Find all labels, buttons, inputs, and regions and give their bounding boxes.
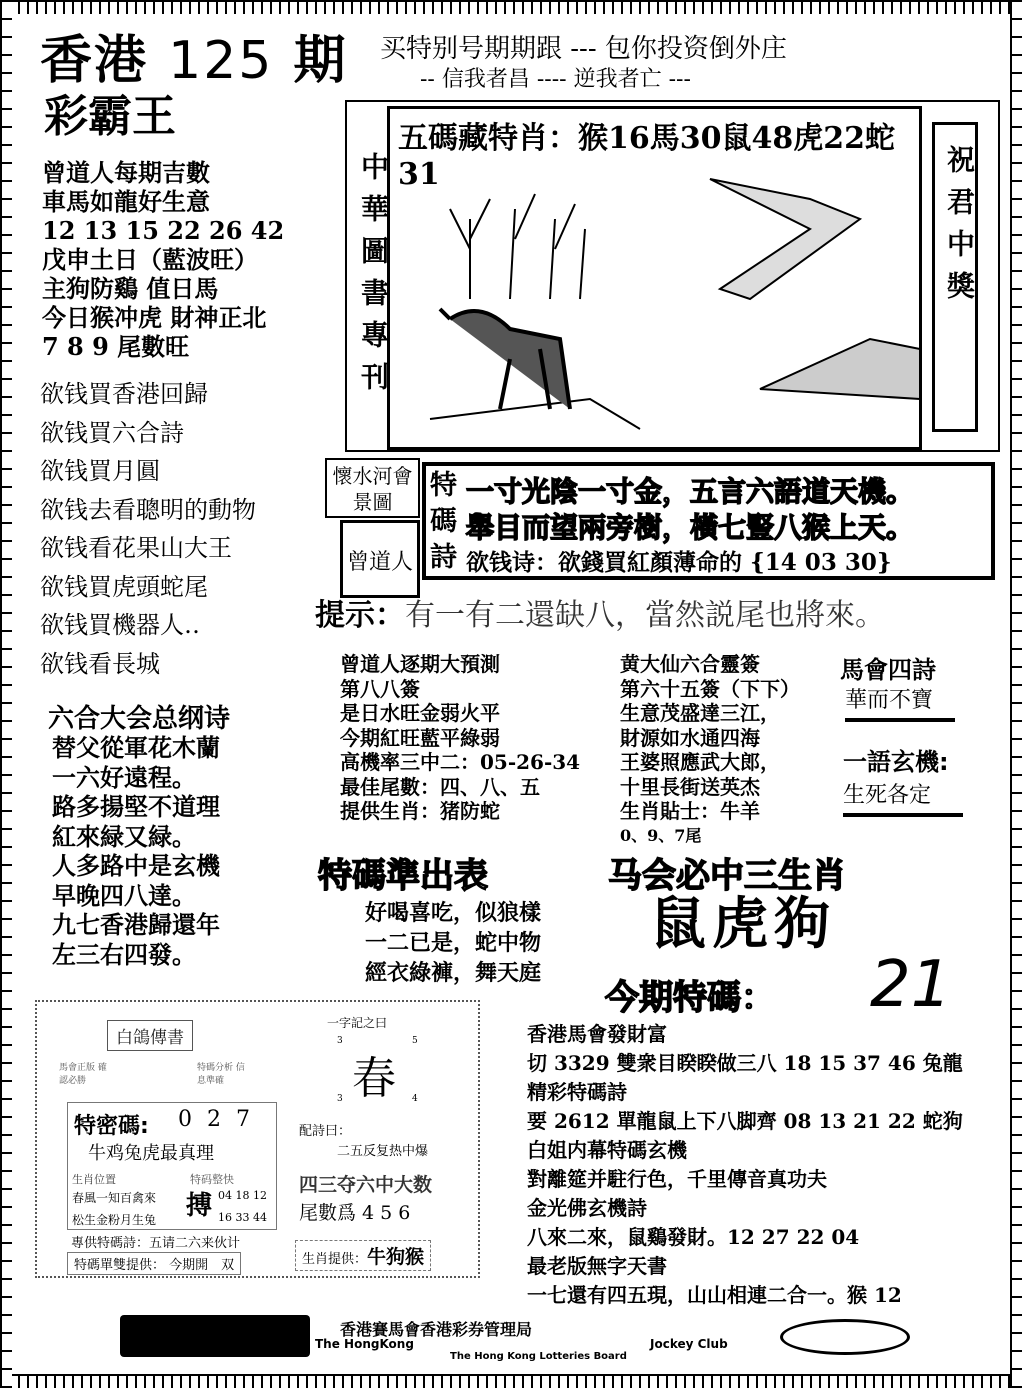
- match-label: 配詩曰：: [299, 1124, 352, 1139]
- right-label: 祝君中獎: [943, 145, 976, 313]
- footer-logo-bar: [120, 1315, 920, 1365]
- bottom-border: [0, 1374, 1022, 1388]
- corner-num: 5: [412, 1036, 418, 1046]
- footer-en3: The Hong Kong Lotteries Board: [450, 1351, 627, 1362]
- general-poem-title: 六合大会总纲诗: [48, 704, 231, 734]
- donkey-illustration: [390, 159, 920, 449]
- right-text-block: 香港馬會發財富 切 3329 雙衆目睽睽做三八 18 15 37 46 兔龍 精彩特碼詩 要 2612 單龍鼠上下八脚齊 08 13 21 22 蛇狗 白姐内幕特碼玄機 對離筵并駐行色，千里傳音真功夫 金光佛玄機詩 八來二來，鼠鷄發財。12 27 22 04 最老版無字天書 一七還有四五現，山山相連二合一。猴 12: [527, 1022, 963, 1307]
- seal-top: 懷水河會景圖: [325, 458, 420, 518]
- code-label: 特密碼:: [74, 1114, 149, 1139]
- footer-en1: The HongKong: [315, 1337, 414, 1351]
- footer-org: 香港賽馬會香港彩券管理局: [340, 1320, 533, 1339]
- oracle: 生死各定: [843, 778, 963, 817]
- corner-num: 3: [337, 1036, 343, 1046]
- table-lines: 好喝喜吃，似狼樣 一二已是，蛇中物 經衣綠褲，舞天庭: [365, 900, 542, 986]
- odd-even: 特碼單雙提供： 今期開 双: [67, 1252, 241, 1275]
- picture-box: [345, 100, 1000, 452]
- special-poem-line1: 一寸光陰一寸金，五言六語道天機。: [466, 475, 915, 508]
- lotteries-logo: [780, 1319, 910, 1355]
- wong-tai-sin: 黄大仙六合靈簽 第六十五簽（下下） 生意茂盛達三江， 財源如水通四海 王婆照應武大郎， 十里長街送英杰 生肖貼士：牛羊 0、9、7尾: [620, 652, 800, 845]
- seal-bottom: 曾道人: [340, 520, 420, 598]
- hint: 提示：有一有二還缺八，當然説尾也將來。: [315, 598, 885, 633]
- table-title: 特碼準出表: [318, 856, 488, 896]
- hit-char: 搏: [186, 1191, 213, 1221]
- zodiac-box: 生肖提供：牛狗猴: [295, 1240, 431, 1271]
- hit-label: 特码整快: [190, 1173, 234, 1186]
- pos-1: 春風一知百禽來: [72, 1191, 157, 1205]
- left-border: [0, 0, 12, 1388]
- code-line: 牛鸡兔虎最真理: [88, 1143, 214, 1164]
- word: 春: [352, 1053, 396, 1104]
- nums-1: 04 18 12: [218, 1189, 267, 1202]
- three-zodiac: 鼠虎狗: [650, 892, 836, 957]
- big-number-line: 四三夺六中大数: [299, 1174, 433, 1196]
- pigeon-title: 白鴿傳書: [107, 1020, 193, 1051]
- five-zodiac-title: 五碼藏特肖：猴16馬30鼠48虎22蛇31: [398, 121, 895, 192]
- top-border: [0, 0, 1022, 14]
- daily-numbers: 曾道人每期吉數 車馬如龍好生意 12 13 15 22 26 42 戊申土日（藍波旺） 主狗防鷄 值日馬 今日猴冲虎 財神正北 7 8 9 尾數旺: [42, 158, 285, 361]
- slogan-1: 买特别号期期跟 --- 包你投资倒外庄: [380, 34, 787, 64]
- want-money-list: 欲钱買香港回歸 欲钱買六合詩 欲钱買月圓 欲钱去看聰明的動物 欲钱看花果山大王 欲钱買虎頭蛇尾 欲钱買機器人‥ 欲钱看長城: [40, 380, 256, 678]
- pigeon-box: [35, 1000, 480, 1278]
- corner-num: 4: [412, 1094, 418, 1104]
- horse-poem-title: 馬會四詩: [840, 656, 936, 684]
- left-label: 中華圖書專刊: [357, 152, 390, 404]
- pos-label: 生肖位置: [72, 1173, 116, 1186]
- special-poem-line3: 欲钱诗：欲錢買紅顏薄命的 {14 03 30}: [466, 549, 892, 576]
- code: 0 2 7: [178, 1107, 254, 1132]
- illustration-frame: [387, 106, 922, 450]
- special-poem-labels: 特 碼 詩: [430, 470, 457, 573]
- brand: 彩霸王: [44, 91, 176, 142]
- pos-2: 松生金粉月生兔: [72, 1213, 157, 1227]
- note-left: 馬會正版 確認必勝: [59, 1063, 107, 1086]
- right-label-box: [932, 122, 978, 432]
- special-poem-box: [422, 462, 995, 580]
- nums-2: 16 33 44: [218, 1211, 267, 1224]
- code-box: [67, 1102, 277, 1230]
- tail-numbers: 尾數爲 4 5 6: [299, 1202, 411, 1224]
- right-border: [1010, 0, 1022, 1388]
- oracle-title: 一語玄機:: [843, 748, 949, 776]
- slogan-2: -- 信我者昌 ---- 逆我者亡 ---: [420, 67, 691, 92]
- note-right: 特碼分析 信息準確: [197, 1063, 245, 1086]
- horse-poem: 華而不寶: [845, 683, 955, 722]
- zeng-prediction: 曾道人逐期大預測 第八八簽 是日水旺金弱火平 今期紅旺藍平綠弱 高機率三中二：05-26-34 最佳尾數：四、八、五 提供生肖：猪防蛇: [340, 652, 581, 823]
- match: 二五反复热中爆: [337, 1144, 429, 1159]
- special-label: 今期特碼：: [605, 978, 775, 1018]
- issue-title: 香港 125 期: [40, 31, 348, 91]
- corner-num: 3: [337, 1094, 343, 1104]
- jockey-club-logo: [120, 1315, 310, 1357]
- special-poem-line2: 舉目而望兩旁樹，橫七豎八猴上天。: [466, 511, 915, 544]
- pigeon-poem: 專供特碼詩：五请二六来伙计: [71, 1236, 241, 1251]
- three-zodiac-title: 马会必中三生肖: [608, 856, 846, 896]
- special-number: 21: [870, 948, 952, 1022]
- footer-en2: Jockey Club: [650, 1337, 728, 1351]
- general-poem: 替父從軍花木蘭 一六好遠程。 路多揚堅不道理 紅來緑又緑。 人多路中是玄機 早晚四八達。 九七香港歸還年 左三右四發。: [52, 733, 220, 969]
- word-label: 一字記之曰: [327, 1016, 388, 1030]
